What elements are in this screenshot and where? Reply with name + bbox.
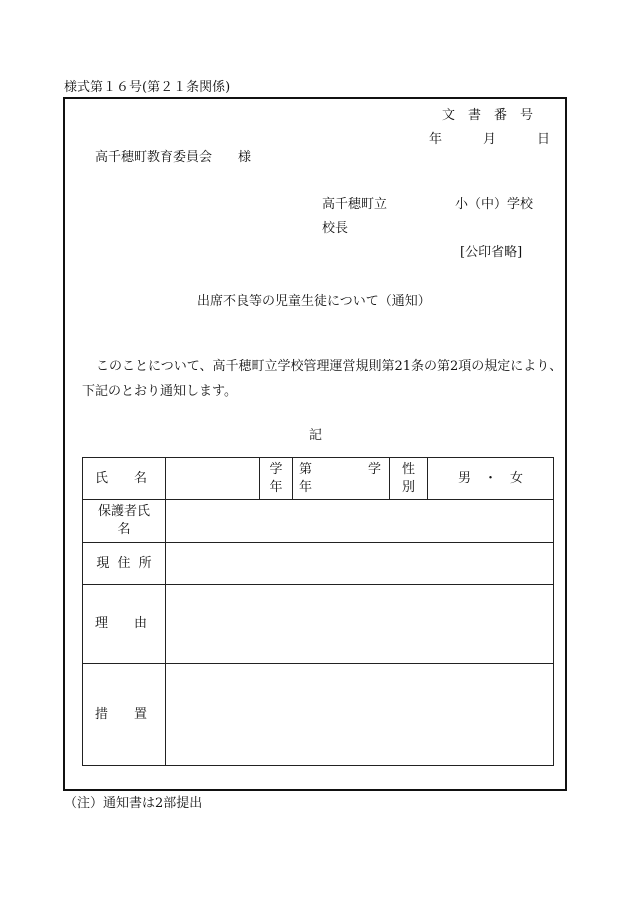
body-text-line-2: 下記のとおり通知します。: [82, 384, 237, 399]
gender-options: 男 ・ 女: [428, 458, 554, 500]
grade-label-cell: [260, 458, 293, 500]
name-label-cell: [83, 458, 166, 500]
reason-label-cell: [83, 585, 166, 664]
grade-label-1: 学: [269, 461, 283, 477]
reason-value-cell: [166, 585, 554, 664]
date-year-label: 年: [429, 132, 443, 147]
grade-value-2: 学: [367, 461, 381, 477]
measures-value-cell: [166, 664, 554, 766]
address-label-cell: [83, 543, 166, 585]
body-text-line-1: このことについて、高千穂町立学校管理運営規則第21条の第2項の規定により、: [96, 359, 563, 374]
table-row: [83, 458, 554, 500]
name-value-cell: [166, 458, 260, 500]
reason-label: 理 由: [95, 616, 148, 632]
measures-label: 措 置: [95, 706, 148, 722]
grade-value-cell: [293, 458, 390, 500]
document-title: 出席不良等の児童生徒について（通知）: [197, 294, 431, 309]
table-row: [83, 585, 554, 664]
measures-label-cell: [83, 664, 166, 766]
date-month-label: 月: [483, 132, 497, 147]
addressee: 高千穂町教育委員会 様: [95, 150, 252, 165]
table-row: [83, 543, 554, 585]
sender-school-prefix: 高千穂町立: [322, 197, 388, 212]
seal-note: [公印省略]: [460, 245, 523, 260]
address-value-cell: [166, 543, 554, 585]
footnote: （注）通知書は2部提出: [64, 796, 203, 811]
grade-label-2: 年: [269, 479, 283, 495]
ki-heading: 記: [309, 428, 323, 443]
date-day-label: 日: [537, 132, 551, 147]
document-number-label: 文 書 番 号: [442, 108, 534, 123]
grade-value-1: 第: [299, 461, 313, 477]
address-label: 現 住 所: [96, 555, 152, 571]
gender-label-cell: [390, 458, 428, 500]
form-id: 様式第１６号(第２１条関係): [64, 80, 231, 95]
gender-label-1: 性: [401, 461, 415, 477]
table-row: [83, 500, 554, 543]
guardian-value-cell: [166, 500, 554, 543]
sender-principal: 校長: [322, 221, 349, 236]
name-label: 氏 名: [95, 470, 148, 486]
student-info-table: [82, 457, 554, 766]
grade-value-3: 年: [299, 479, 313, 495]
guardian-label: 保護者氏名: [83, 500, 166, 543]
gender-label-2: 別: [401, 479, 415, 495]
sender-school-type: 小（中）学校: [455, 197, 534, 212]
table-row: [83, 664, 554, 766]
